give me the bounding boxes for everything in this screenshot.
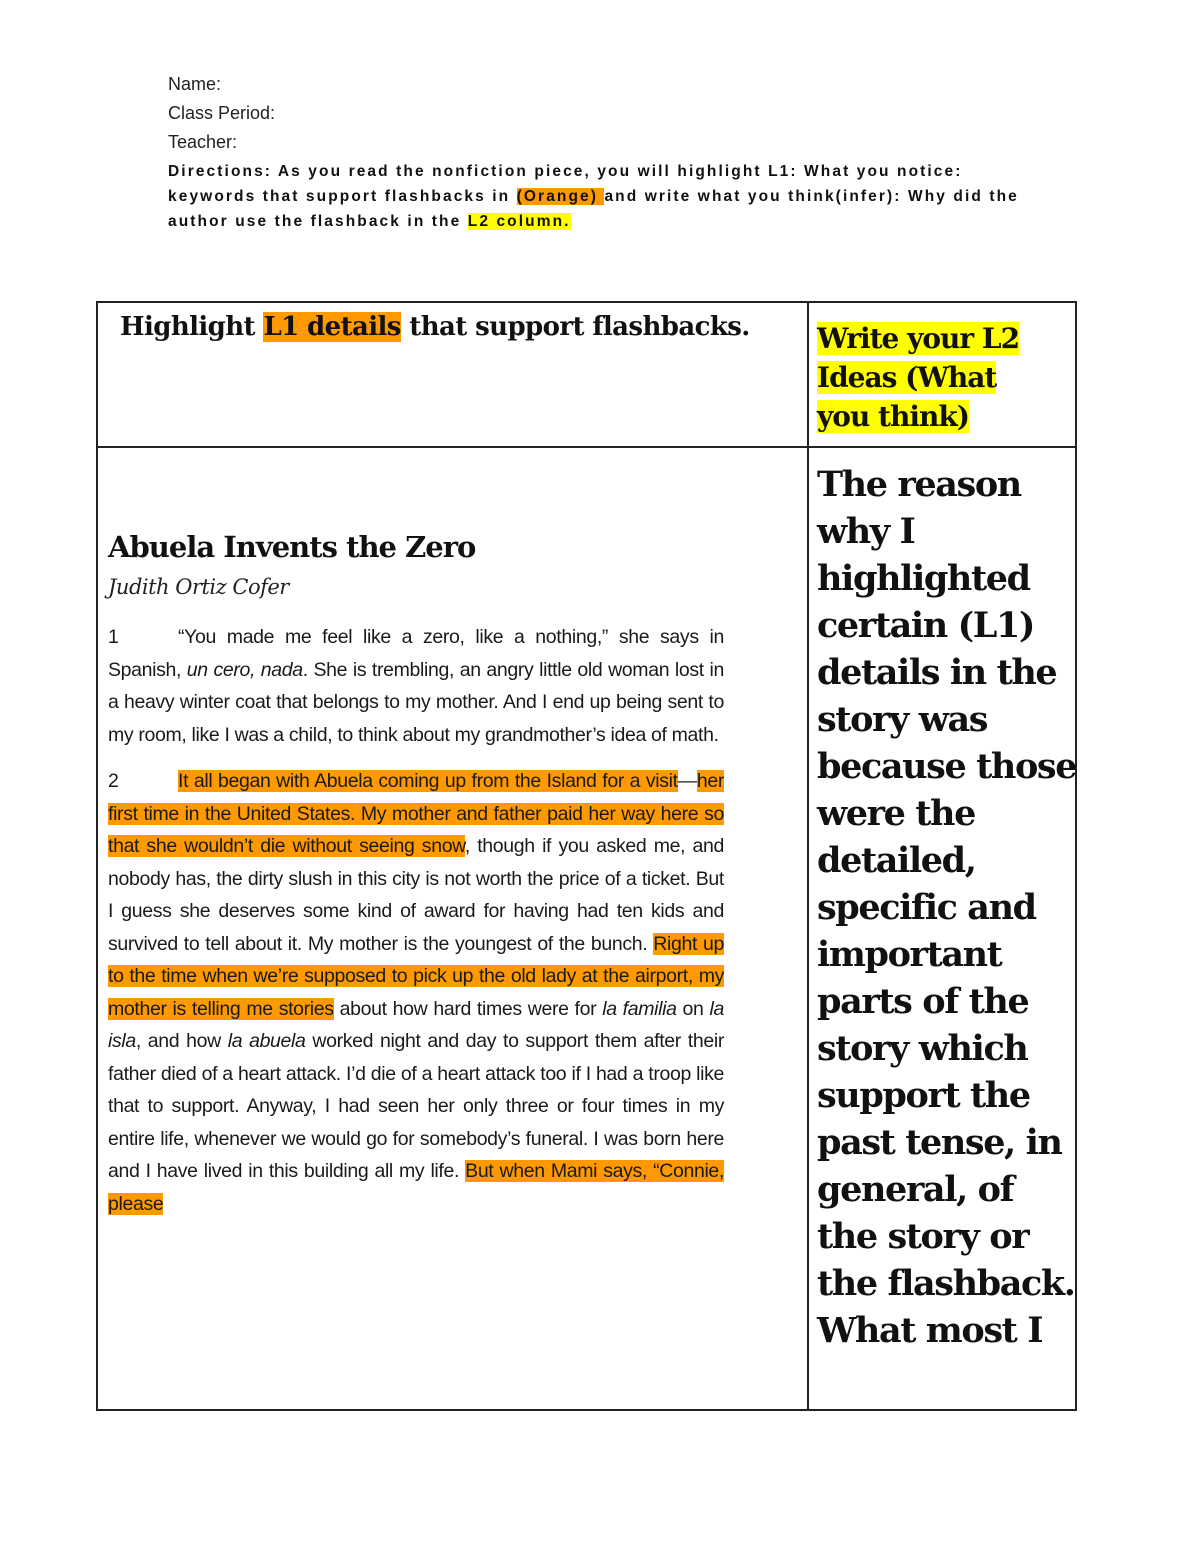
directions-text — [168, 159, 1028, 234]
p1-text-1: “You made me feel like a zero, like a nothing,” she says in Spanish, — [108, 626, 724, 681]
p2-text-3: about how hard times were for — [333, 997, 603, 1020]
p2-italic-1: la familia — [602, 997, 677, 1020]
p2-highlight-4: But when Mami says, “Connie, please — [108, 1160, 724, 1215]
class-period-label: Class Period: — [168, 103, 276, 123]
paragraph-2 — [108, 765, 724, 1220]
name-label: Name: — [168, 74, 222, 94]
right-header-highlight: Write your L2 Ideas (What you think) — [817, 322, 1020, 433]
p2-text-5: , and how — [135, 1030, 228, 1052]
directions-part2: and write what you think(infer): Why did the author use the flashback in the — [168, 188, 1019, 230]
left-header-prefix: Highlight — [120, 312, 264, 342]
l2-ideas-response: The reason why I highlighted certain (L1) details in the story was because those were the detailed, specific and important parts of the story which support the past tense, in general, of the story or the flashback. What most I — [817, 464, 1077, 1351]
row-divider — [98, 446, 1075, 448]
p2-highlight-1: It all began with Abuela coming up from the Island for a visit — [178, 770, 678, 792]
p2-text-1: — — [677, 770, 697, 792]
paragraph-number: 2 — [108, 770, 119, 792]
story-cell — [108, 527, 724, 1234]
left-header-highlight: L1 details — [263, 312, 401, 342]
p2-highlight-2: her first time in the United States. My mother and father paid her way here so that she wouldn’t die without seeing snow — [108, 770, 724, 857]
p2-italic-2: la isla — [108, 997, 724, 1052]
directions-part1: Directions: As you read the nonfiction piece, you will highlight L1: What you notice: keywords that support flashbacks in — [168, 163, 963, 205]
p2-text-6: worked night and day to support them after their father died of a heart attack. I’d die of a heart attack too if I had a troop like that to support. Anyway, I had seen her only three or four times in my entire life, whenever we would go for somebody’s funeral. I was born here and I have lived in this building all my life. — [108, 1030, 724, 1182]
directions-yellow-highlight: L2 column. — [467, 213, 571, 230]
left-column-header — [120, 309, 750, 345]
story-title: Abuela Invents the Zero — [108, 530, 476, 564]
p2-text-4: on — [676, 997, 710, 1020]
story-author: Judith Ortiz Cofer — [108, 575, 289, 599]
p2-italic-3: la abuela — [227, 1030, 306, 1052]
directions-orange-highlight: (Orange) — [516, 188, 605, 205]
p1-text-2: . She is trembling, an angry little old woman lost in a heavy winter coat that belongs to my mother. And I end up being sent to my room, like I was a child, to think about my grandmother’s idea of math. — [108, 658, 724, 746]
right-column-header — [817, 319, 1057, 436]
left-header-suffix: that support flashbacks. — [400, 312, 750, 342]
p2-highlight-3: Right up to the time when we’re supposed to pick up the old lady at the airport, my mother is telling me stories — [108, 932, 724, 1020]
paragraph-1 — [108, 621, 724, 751]
column-divider — [807, 303, 809, 1409]
p2-text-2: , though if you asked me, and nobody has, the dirty slush in this city is not worth the price of a ticket. But I guess she deserves some kind of award for having had ten kids and survived to tell about it. My mother is the youngest of the bunch. — [108, 835, 724, 955]
flashback-table — [96, 301, 1077, 1411]
worksheet-header — [168, 70, 1028, 234]
paragraph-number: 1 — [108, 626, 119, 648]
p1-italic-1: un cero, nada — [186, 658, 303, 681]
teacher-label: Teacher: — [168, 132, 238, 152]
